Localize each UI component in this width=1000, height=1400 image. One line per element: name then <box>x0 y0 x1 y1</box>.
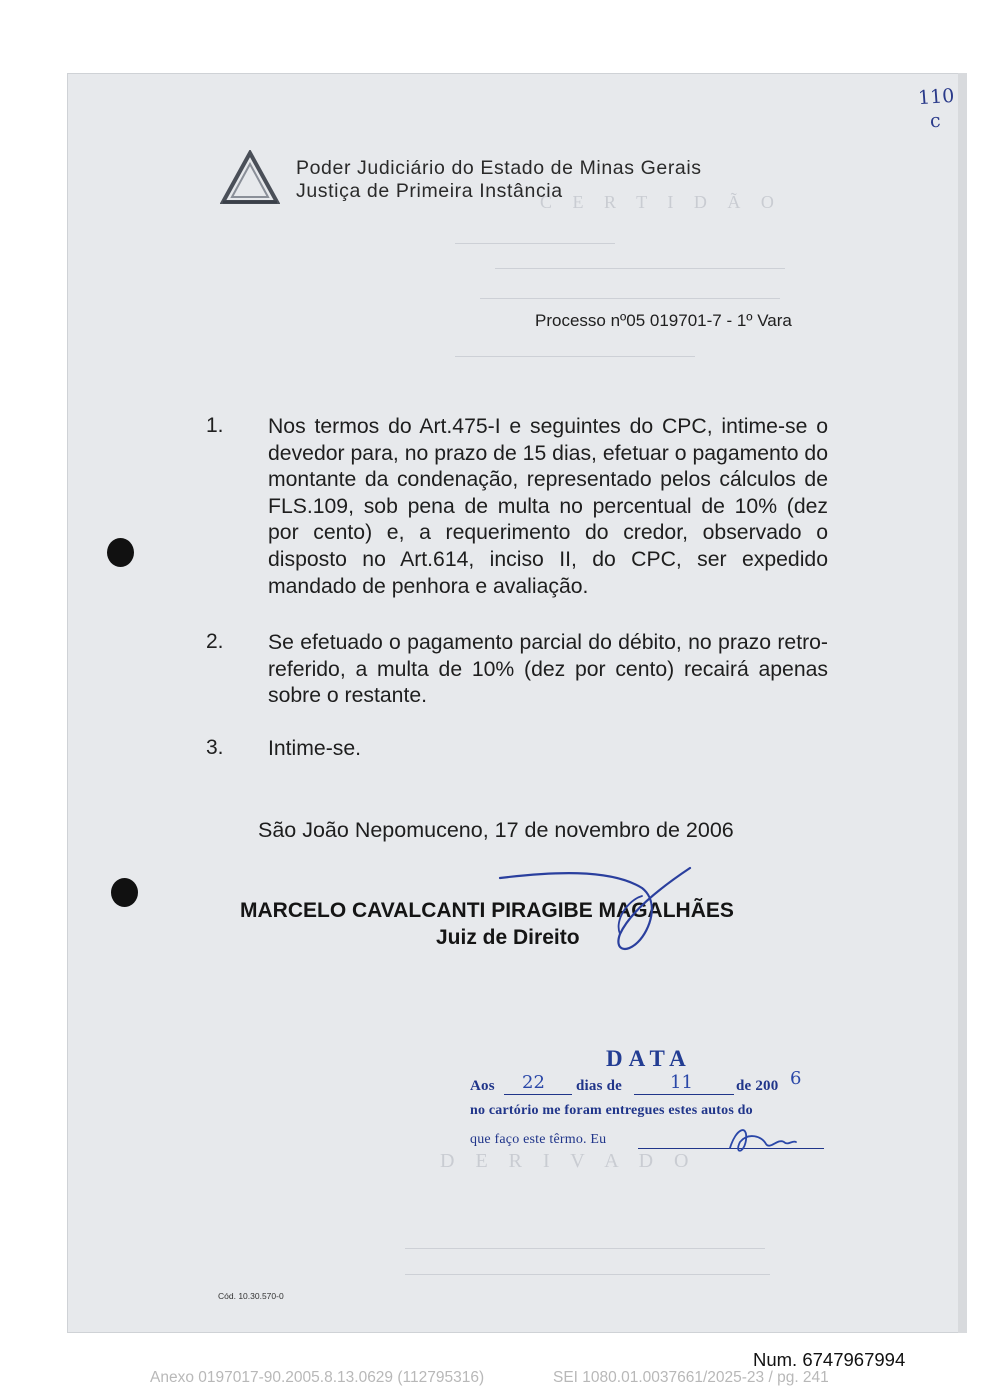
item-number: 2. <box>206 630 224 653</box>
item-text: Nos termos do Art.475-I e seguintes do CPC, intime-se o devedor para, no prazo de 15 dias, efetuar o pagamento do montante da condenação, representado pelos cálculos de FLS.109, sob pena de multa no percentual de 10% (dez por cento) e, a requerimento do credor, observado o disposto no Art.614, inciso II, do CPC, ser expedido mandado de penhora e avaliação. <box>268 415 828 598</box>
judge-name: MARCELO CAVALCANTI PIRAGIBE MAGALHÃES <box>240 899 734 922</box>
item-number: 3. <box>206 736 224 759</box>
bleed-through-line <box>455 243 615 244</box>
handwritten-page-number: 110 <box>917 84 955 110</box>
bleed-through-text: C E R T I D Ã O <box>540 192 782 212</box>
judiciary-triangle-logo-icon <box>220 150 280 206</box>
item-text: Se efetuado o pagamento parcial do débito, no prazo retro-referido, a multa de 10% (dez por cento) recairá apenas sobre o restante. <box>268 631 828 708</box>
stamp-blank-line <box>504 1094 572 1095</box>
stamp-suffix: de 200 <box>736 1078 779 1094</box>
stamp-line-3-text: que faço este têrmo. Eu <box>470 1132 607 1147</box>
form-code: Cód. 10.30.570-0 <box>218 1291 284 1301</box>
stamp-prefix: Aos <box>470 1078 495 1094</box>
judge-signature-icon <box>490 860 700 960</box>
institution-line-1: Poder Judiciário do Estado de Minas Gerais <box>296 157 702 179</box>
judge-role: Juiz de Direito <box>436 926 580 949</box>
stamp-mid-text: dias de <box>576 1078 622 1094</box>
stamp-line-1 <box>470 1068 830 1098</box>
process-number: Processo nº05 019701-7 - 1º Vara <box>535 311 792 330</box>
item-number: 1. <box>206 414 224 437</box>
stamp-month-handwritten: 11 <box>670 1072 693 1093</box>
stamp-blank-line <box>634 1094 734 1095</box>
institution-line-2: Justiça de Primeira Instância <box>296 180 563 202</box>
bleed-through-line <box>495 268 785 269</box>
footer-attachment-reference: Anexo 0197017-90.2005.8.13.0629 (112795316) <box>150 1369 485 1386</box>
footer-sei-reference: SEI 1080.01.0037661/2025-23 / pg. 241 <box>553 1369 829 1386</box>
document-number: Num. 6747967994 <box>753 1349 906 1370</box>
stamp-title: DATA <box>606 1046 692 1071</box>
punch-hole <box>107 538 134 567</box>
item-text: Intime-se. <box>268 737 362 760</box>
stamp-line-2: no cartório me foram entregues estes autos do <box>470 1103 753 1118</box>
punch-hole <box>111 878 138 907</box>
bleed-through-line <box>405 1274 770 1275</box>
bleed-through-line <box>455 356 695 357</box>
bleed-through-line <box>480 298 780 299</box>
stamp-year-handwritten: 6 <box>790 1068 802 1089</box>
bleed-through-text: D E R I V A D O <box>440 1150 697 1172</box>
page-edge-shadow <box>958 73 967 1333</box>
place-and-date: São João Nepomuceno, 17 de novembro de 2006 <box>258 818 734 842</box>
stamp-day-handwritten: 22 <box>522 1072 545 1093</box>
handwritten-page-letter: c <box>929 109 942 133</box>
bleed-through-line <box>405 1248 765 1249</box>
clerk-initials-signature-icon <box>722 1118 802 1158</box>
